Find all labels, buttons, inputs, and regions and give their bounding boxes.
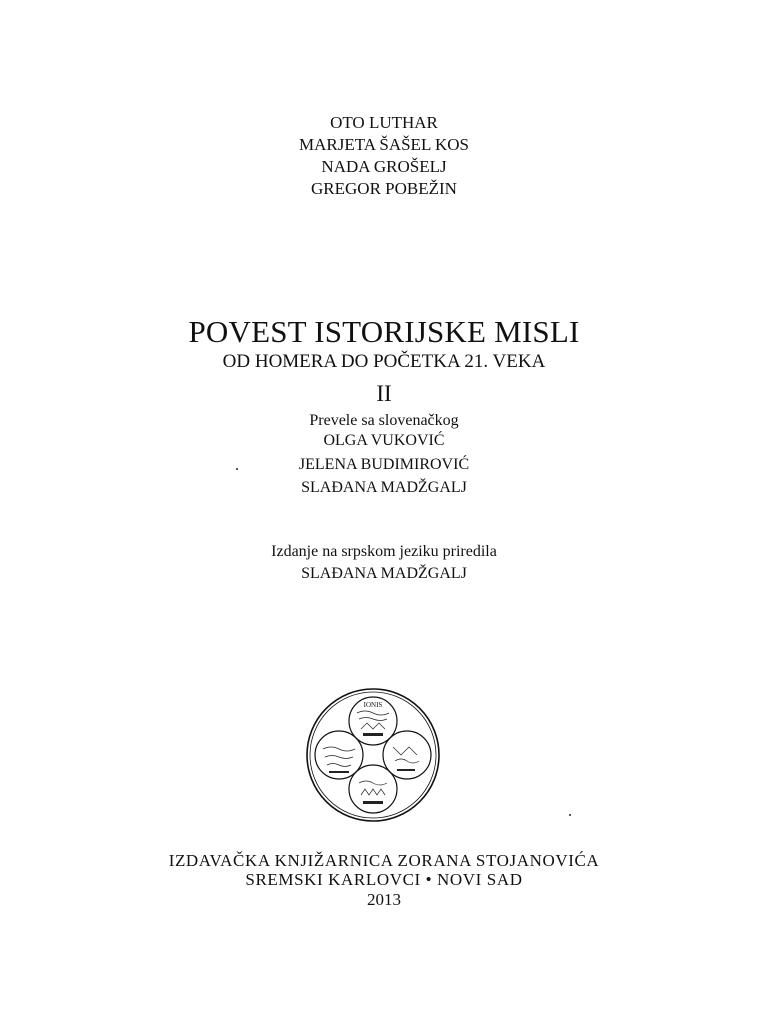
publication-year: 2013 bbox=[367, 890, 401, 909]
author-name: OTO LUTHAR bbox=[330, 113, 438, 132]
edition-intro: Izdanje na srpskom jeziku priredila bbox=[271, 543, 497, 560]
translator-name: SLAĐANA MADŽGALJ bbox=[301, 479, 467, 496]
translator-name: OLGA VUKOVIĆ bbox=[323, 432, 445, 449]
book-title: POVEST ISTORIJSKE MISLI bbox=[188, 314, 580, 349]
author-name: NADA GROŠELJ bbox=[321, 157, 447, 176]
scan-speck bbox=[236, 468, 238, 470]
author-name: MARJETA ŠAŠEL KOS bbox=[299, 135, 469, 154]
author-name: GREGOR POBEŽIN bbox=[311, 179, 457, 198]
volume-number: II bbox=[376, 381, 392, 406]
translation-intro: Prevele sa slovenačkog bbox=[309, 412, 459, 429]
editor-name: SLAĐANA MADŽGALJ bbox=[301, 565, 467, 582]
emblem-label: IONIS bbox=[363, 701, 383, 709]
scan-speck bbox=[569, 814, 571, 816]
book-subtitle: OD HOMERA DO POČETKA 21. VEKA bbox=[222, 351, 546, 372]
publisher-emblem-icon bbox=[303, 685, 443, 825]
publisher-places: SREMSKI KARLOVCI • NOVI SAD bbox=[245, 870, 523, 889]
translator-name: JELENA BUDIMIROVIĆ bbox=[298, 456, 470, 473]
publisher-name: IZDAVAČKA KNJIŽARNICA ZORANA STOJANOVIĆA bbox=[168, 851, 600, 870]
